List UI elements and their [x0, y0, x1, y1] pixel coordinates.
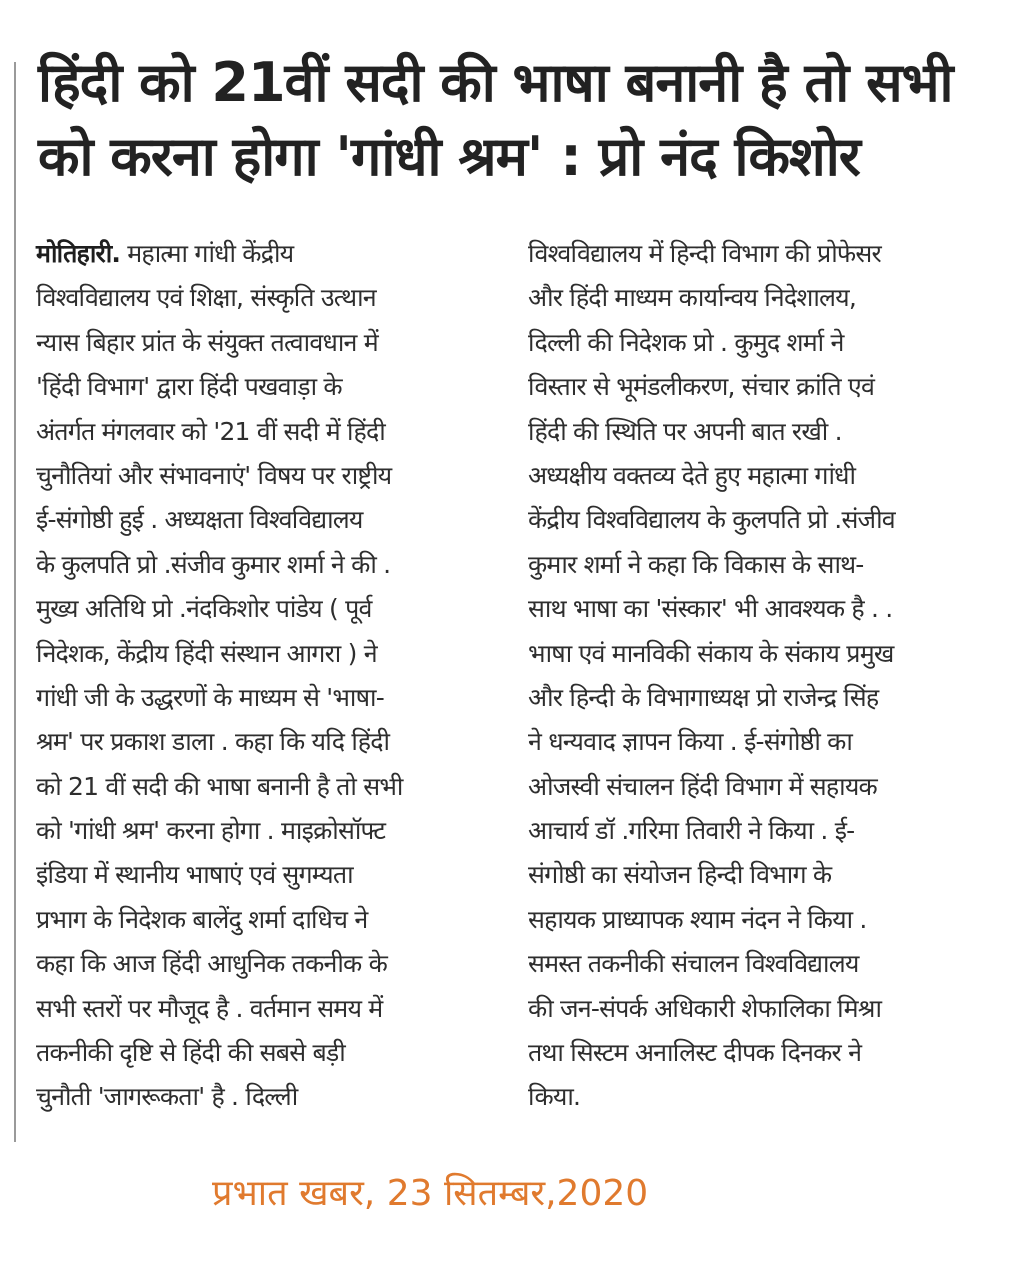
article-line: दिल्ली की निदेशक प्रो . कुमुद शर्मा ने	[528, 327, 844, 357]
column-rule	[14, 62, 16, 1142]
article-line: श्रम' पर प्रकाश डाला . कहा कि यदि हिंदी	[36, 727, 390, 757]
article-line: ने धन्यवाद ज्ञापन किया . ई-संगोष्ठी का	[528, 727, 853, 757]
article-line: अंतर्गत मंगलवार को '21 वीं सदी में हिंदी	[36, 416, 385, 446]
article-line: ओजस्वी संचालन हिंदी विभाग में सहायक	[528, 771, 877, 801]
article-line: प्रभाग के निदेशक बालेंदु शर्मा दाधिच ने	[36, 904, 368, 934]
article-line: विस्तार से भूमंडलीकरण, संचार क्रांति एवं	[528, 372, 875, 402]
article-line: समस्त तकनीकी संचालन विश्वविद्यालय	[528, 949, 859, 979]
article-line: गांधी जी के उद्धरणों के माध्यम से 'भाषा-	[36, 682, 384, 712]
dateline: मोतिहारी.	[36, 239, 121, 268]
article-line: न्यास बिहार प्रांत के संयुक्त तत्वावधान में	[36, 327, 378, 357]
article-column-left	[36, 232, 506, 1120]
article-line: सभी स्तरों पर मौजूद है . वर्तमान समय में	[36, 993, 383, 1023]
article-line: भाषा एवं मानविकी संकाय के संकाय प्रमुख	[528, 638, 894, 668]
article-line: अध्यक्षीय वक्तव्य देते हुए महात्मा गांधी	[528, 460, 856, 490]
article-line: विश्वविद्यालय एवं शिक्षा, संस्कृति उत्थान	[36, 283, 376, 313]
article-line: कुमार शर्मा ने कहा कि विकास के साथ-	[528, 549, 864, 579]
article-line: किया.	[528, 1082, 581, 1112]
source-caption: प्रभात खबर, 23 सितम्बर,2020	[212, 1173, 649, 1214]
article-line: मुख्य अतिथि प्रो .नंदकिशोर पांडेय ( पूर्व	[36, 594, 372, 624]
article-line: आचार्य डॉ .गरिमा तिवारी ने किया . ई-	[528, 816, 855, 846]
article-line: संगोष्ठी का संयोजन हिन्दी विभाग के	[528, 860, 832, 890]
article-line: विश्वविद्यालय में हिन्दी विभाग की प्रोफेसर	[528, 239, 881, 268]
headline	[38, 46, 998, 194]
article-line: की जन-संपर्क अधिकारी शेफालिका मिश्रा	[528, 993, 882, 1023]
article-line: तकनीकी दृष्टि से हिंदी की सबसे बड़ी	[36, 1038, 345, 1068]
article-line: तथा सिस्टम अनालिस्ट दीपक दिनकर ने	[528, 1038, 862, 1068]
article-line: हिंदी की स्थिति पर अपनी बात रखी .	[528, 416, 842, 446]
article-line	[36, 232, 506, 276]
article-line: केंद्रीय विश्वविद्यालय के कुलपति प्रो .संजीव	[528, 505, 895, 535]
article-line: चुनौतियां और संभावनाएं' विषय पर राष्ट्रीय	[36, 460, 392, 490]
article-column-right	[528, 232, 998, 1120]
article-line: और हिंदी माध्यम कार्यान्वय निदेशालय,	[528, 283, 856, 313]
article-line: इंडिया में स्थानीय भाषाएं एवं सुगम्यता	[36, 860, 353, 890]
article-line: को 'गांधी श्रम' करना होगा . माइक्रोसॉफ्ट	[36, 816, 386, 846]
article-line: चुनौती 'जागरूकता' है . दिल्ली	[36, 1082, 298, 1112]
article-line: ई-संगोष्ठी हुई . अध्यक्षता विश्वविद्यालय	[36, 505, 363, 535]
headline-line-1: हिंदी को 21वीं सदी की भाषा बनानी है तो सभी	[38, 51, 953, 114]
article-line: कहा कि आज हिंदी आधुनिक तकनीक के	[36, 949, 387, 979]
article-line: सहायक प्राध्यापक श्याम नंदन ने किया .	[528, 904, 867, 934]
article-line: के कुलपति प्रो .संजीव कुमार शर्मा ने की .	[36, 549, 391, 579]
article-line: और हिन्दी के विभागाध्यक्ष प्रो राजेन्द्र सिंह	[528, 682, 879, 712]
article-line-text: महात्मा गांधी केंद्रीय	[127, 239, 294, 268]
article-line: निदेशक, केंद्रीय हिंदी संस्थान आगरा ) ने	[36, 638, 377, 668]
article-line: साथ भाषा का 'संस्कार' भी आवश्यक है . .	[528, 594, 893, 624]
article-line: को 21 वीं सदी की भाषा बनानी है तो सभी	[36, 771, 403, 801]
headline-line-2: को करना होगा 'गांधी श्रम' : प्रो नंद किशोर	[38, 125, 860, 188]
article-line: 'हिंदी विभाग' द्वारा हिंदी पखवाड़ा के	[36, 372, 342, 402]
